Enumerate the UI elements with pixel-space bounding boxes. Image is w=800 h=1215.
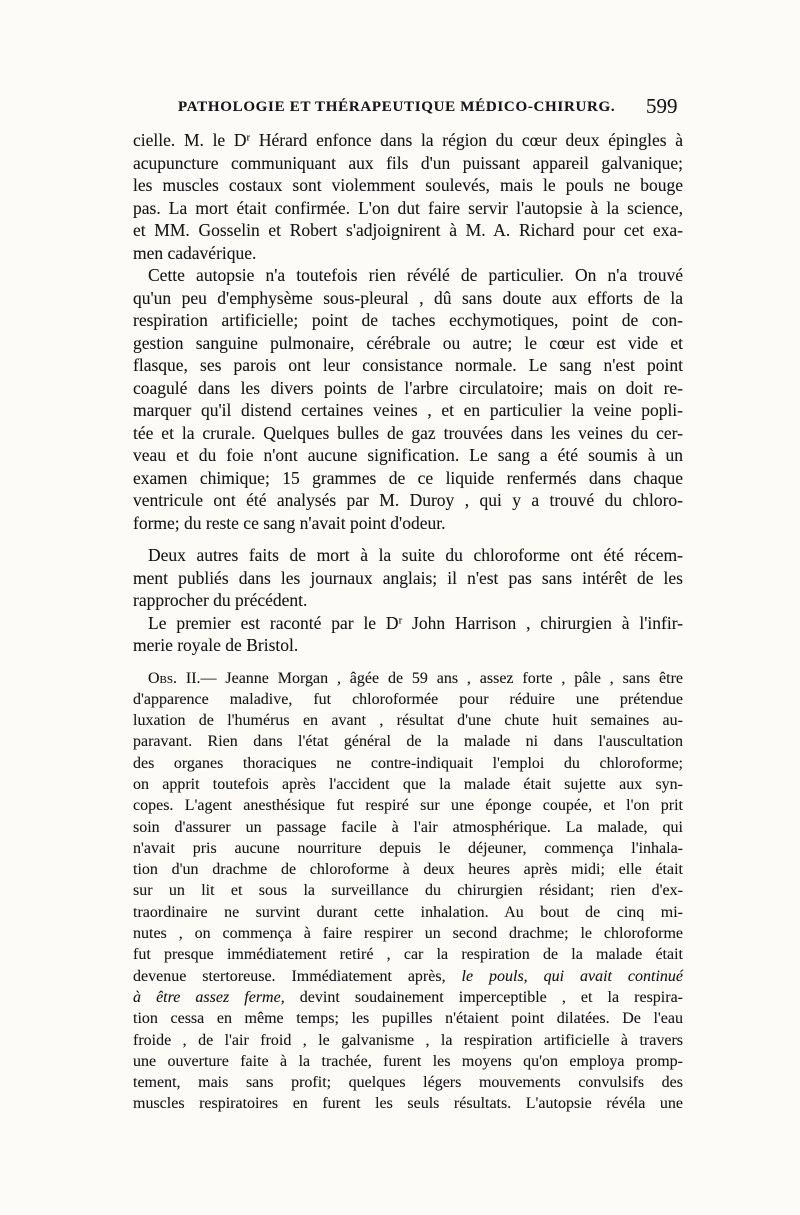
text-line: flasque, ses parois ont leur consistance normale. Le sang n'est point	[133, 355, 683, 375]
text-line: veau et du foie n'ont aucune signification. Le sang a été soumis à un	[133, 445, 683, 465]
paragraph	[133, 264, 683, 534]
text-line: Cette autopsie n'a toutefois rien révélé de particulier. On n'a trouvé	[148, 265, 683, 285]
paragraph	[133, 129, 683, 264]
text-line: acupuncture communiquant aux fils d'un puissant appareil galvanique;	[133, 152, 683, 173]
text-line: tement, mais sans profit; quelques légers mouvements convulsifs des	[133, 1074, 683, 1092]
text-line	[133, 129, 683, 152]
superscript-abbreviation: r	[246, 131, 251, 144]
text-block	[133, 129, 683, 1115]
text-line: et MM. Gosselin et Robert s'adjoignirent à M. A. Richard pour cet exa-	[133, 220, 683, 240]
text-line: forme; du reste ce sang n'avait point d'odeur.	[133, 512, 446, 533]
text-line: pas. La mort était confirmée. L'on dut faire servir l'autopsie à la science,	[133, 197, 683, 218]
text-line: ventricule ont été analysés par M. Duroy , qui y a trouvé du chloro-	[133, 490, 683, 510]
text-line	[133, 966, 683, 987]
text-line: les muscles costaux sont violemment soulevés, mais le pouls ne bouge	[133, 175, 683, 195]
text-line: nutes , on commença à faire respirer un second drachme; le chloroforme	[133, 925, 683, 943]
text-line	[133, 668, 683, 689]
text-line: luxation de l'humérus en avant , résultat d'une chute huit semaines au-	[133, 712, 683, 730]
line-segment: II.— Jeanne Morgan , âgée de 59 ans , assez forte , pâle , sans être	[177, 669, 683, 687]
line-segment: devint soudainement imperceptible , et la respira-	[284, 988, 683, 1006]
text-line: froide , de l'air froid , le galvanisme , la respiration artificielle à travers	[133, 1031, 683, 1049]
text-line: on apprit toutefois après l'accident que la malade était sujette aux syn-	[133, 775, 683, 793]
line-segment: Hérard enfonce dans la région du cœur deux épingles à	[250, 130, 683, 150]
text-line: tion cessa en même temps; les pupilles n'étaient point dilatées. De l'eau	[133, 1010, 683, 1028]
text-line: tion d'un drachme de chloroforme à deux heures après midi; elle était	[133, 861, 683, 879]
text-line: marquer qu'il distend certaines veines , et en particulier la veine popli-	[133, 400, 683, 420]
text-line: d'apparence maladive, fut chloroformée pour réduire une prétendue	[133, 690, 683, 708]
text-line: respiration artificielle; point de taches ecchymotiques, point de con-	[133, 310, 683, 330]
text-line: paravant. Rien dans l'état général de la malade ni dans l'auscultation	[133, 733, 683, 751]
text-line	[133, 612, 683, 635]
text-line: fut presque immédiatement retiré , car la respiration de la malade était	[133, 946, 683, 964]
paragraph	[133, 544, 683, 612]
line-segment: Le premier est raconté par le D	[148, 612, 399, 633]
text-line: copes. L'agent anesthésique fut respiré sur une éponge coupée, et l'on prit	[133, 797, 683, 815]
text-line: coagulé dans les divers points de l'arbre circulatoire; mais on doit re-	[133, 377, 683, 398]
text-line: n'avait pris aucune nourriture depuis le déjeuner, commença l'inhala-	[133, 839, 683, 857]
text-line: soin d'assurer un passage facile à l'air atmosphérique. La malade, qui	[133, 818, 683, 836]
text-line: rapprocher du précédent.	[133, 590, 308, 610]
emphasis-text: le pouls, qui avait continué	[461, 967, 683, 985]
text-line: une ouverture faite à la trachée, furent les moyens qu'on employa promp-	[133, 1052, 683, 1070]
text-line: traordinaire ne survint durant cette inhalation. Au bout de cinq mi-	[133, 903, 683, 921]
running-title: PATHOLOGIE ET THÉRAPEUTIQUE MÉDICO-CHIRURG.	[178, 99, 616, 115]
text-line: Deux autres faits de mort à la suite du chloroforme ont été récem-	[148, 545, 683, 565]
text-line: qu'un peu d'emphysème sous-pleural , dû sans doute aux efforts de la	[133, 287, 683, 308]
text-line: muscles respiratoires en furent les seuls résultats. L'autopsie révéla une	[133, 1095, 683, 1113]
page-number: 599	[646, 94, 678, 118]
text-line: gestion sanguine pulmonaire, cérébrale ou autre; le cœur est vide et	[133, 332, 683, 353]
text-line: merie royale de Bristol.	[133, 635, 299, 655]
emphasis-text: à être assez ferme,	[133, 988, 285, 1006]
line-segment: devenue stertoreuse. Immédiatement après,	[133, 967, 462, 985]
observation-label: Obs.	[148, 669, 178, 687]
paragraph	[133, 612, 683, 657]
text-line: sur un lit et sous la surveillance du chirurgien résidant; rien d'ex-	[133, 882, 683, 900]
line-segment: John Harrison , chirurgien à l'infir-	[402, 612, 684, 633]
observation-paragraph	[133, 668, 683, 1115]
superscript-abbreviation: r	[398, 614, 403, 627]
text-line: des organes thoraciques ne contre-indiquait l'emploi du chloroforme;	[133, 754, 683, 772]
text-line	[133, 987, 683, 1008]
line-segment: cielle. M. le D	[133, 130, 247, 150]
text-line: men cadavérique.	[133, 242, 257, 263]
text-line: ment publiés dans les journaux anglais; il n'est pas sans intérêt de les	[133, 567, 683, 588]
text-line: examen chimique; 15 grammes de ce liquide renfermés dans chaque	[133, 467, 683, 488]
text-line: tée et la crurale. Quelques bulles de gaz trouvées dans les veines du cer-	[133, 422, 683, 443]
